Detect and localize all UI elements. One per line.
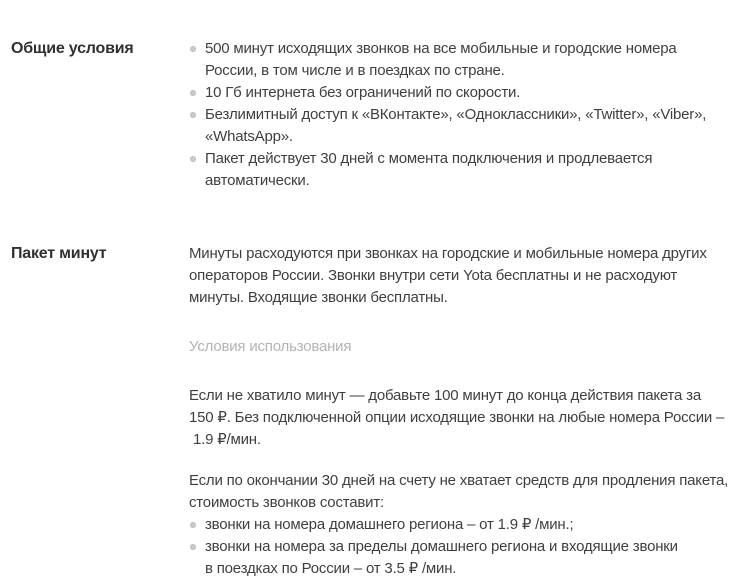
list-item — [189, 536, 731, 580]
list-item-text: звонки на номера за пределы домашнего региона и входящие звонки в поездках по России – от 3.5 ₽ /мин. — [205, 538, 678, 577]
call-rates-list — [189, 514, 731, 580]
bullet-icon — [190, 46, 196, 52]
section-minutes-package — [11, 243, 743, 580]
list-item-text: 500 минут исходящих звонков на все мобильные и городские номера России, в том числе и в поездках по стране. — [205, 40, 677, 79]
bullet-icon — [190, 156, 196, 162]
list-item-text: Безлимитный доступ к «ВКонтакте», «Одноклассники», «Twitter», «Viber», «WhatsApp». — [205, 106, 707, 145]
general-conditions-list — [189, 38, 731, 192]
bullet-icon — [190, 544, 196, 550]
usage-terms-subheading: Условия использования — [189, 338, 352, 355]
extra-minutes-option-text: Если не хватило минут — добавьте 100 минут до конца действия пакета за 150 ₽. Без подключенной опции исходящие звонки на любые номера России – 1.9 ₽/мин. — [189, 387, 725, 448]
minutes-package-intro: Минуты расходуются при звонках на городские и мобильные номера других операторов России. Звонки внутри сети Yota бесплатны и не расходуют минуты. Входящие звонки бесплатны. — [189, 245, 707, 306]
bullet-icon — [190, 112, 196, 118]
section-general-conditions-label: Общие условия — [11, 40, 134, 57]
list-item — [189, 514, 731, 536]
bullet-icon — [190, 90, 196, 96]
section-minutes-package-label: Пакет минут — [11, 245, 107, 262]
list-item-text: 10 Гб интернета без ограничений по скорости. — [205, 84, 521, 101]
list-item — [189, 104, 731, 148]
package-expiry-text: Если по окончании 30 дней на счету не хватает средств для продления пакета, стоимость звонков составит: — [189, 472, 729, 511]
list-item-text: Пакет действует 30 дней с момента подключения и продлевается автоматически. — [205, 150, 653, 189]
general-conditions-content — [189, 38, 731, 192]
bullet-icon — [190, 522, 196, 528]
minutes-package-content — [189, 243, 731, 580]
list-item — [189, 148, 731, 192]
section-general-conditions — [11, 38, 743, 192]
list-item — [189, 38, 731, 82]
list-item — [189, 82, 731, 104]
list-item-text: звонки на номера домашнего региона – от 1.9 ₽ /мин.; — [205, 516, 574, 533]
